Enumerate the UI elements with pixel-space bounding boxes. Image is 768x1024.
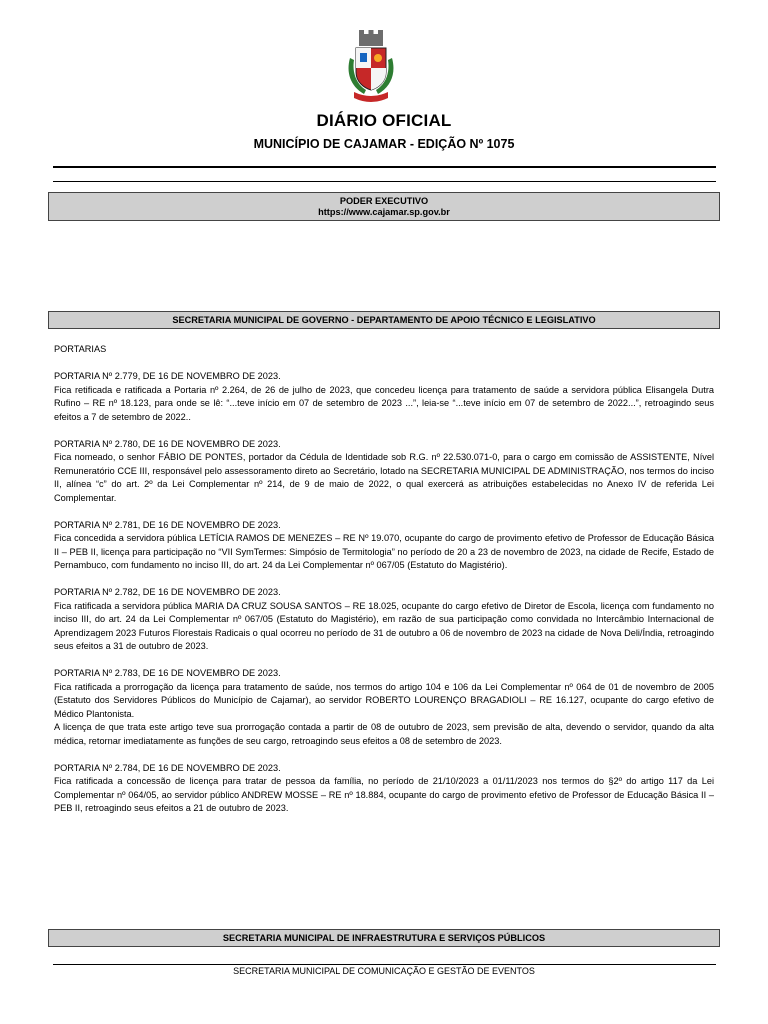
portaria-2781 (54, 519, 714, 573)
section-header-infraestrutura: SECRETARIA MUNICIPAL DE INFRAESTRUTURA E SERVIÇOS PÚBLICOS (48, 929, 720, 947)
portaria-title: PORTARIA Nº 2.783, DE 16 DE NOVEMBRO DE 2023. (54, 668, 281, 678)
power-banner (48, 192, 720, 221)
footer-text: SECRETARIA MUNICIPAL DE COMUNICAÇÃO E GESTÃO DE EVENTOS (233, 966, 535, 976)
page-title: DIÁRIO OFICIAL (316, 111, 452, 130)
portaria-title: PORTARIA Nº 2.781, DE 16 DE NOVEMBRO DE 2023. (54, 519, 281, 530)
portaria-2782 (54, 586, 714, 654)
portarias-content (54, 343, 714, 829)
portaria-2779 (54, 370, 714, 424)
divider (53, 181, 716, 182)
portaria-text: Fica nomeado, o senhor FÁBIO DE PONTES, portador da Cédula de Identidade sob R.G. nº 22.530.071-0, para o cargo em comissão de ASSISTENTE, Nível Remuneratório CCE III, responsável pelo assessoramento direto ao Secretário, lotado na SECRETARIA MUNICIPAL DE ADMINISTRAÇÃO, nos termos do inciso II, alínea “c” do art. 2º da Lei Complementar nº 214, de 9 de maio de 2022, o qual exercerá as atribuições estabelecidas no Anexo IV de referida Lei Complementar. (54, 452, 714, 503)
portaria-title: PORTARIA Nº 2.779, DE 16 DE NOVEMBRO DE 2023. (54, 371, 281, 381)
portaria-2780 (54, 438, 714, 506)
portaria-title: PORTARIA Nº 2.784, DE 16 DE NOVEMBRO DE 2023. (54, 762, 281, 773)
website-link[interactable]: https://www.cajamar.sp.gov.br (318, 207, 450, 217)
portaria-text: Fica concedida a servidora pública LETÍCIA RAMOS DE MENEZES – RE Nº 19.070, ocupante do cargo de provimento efetivo de Professor de Educação Básica II – PEB II, licença para participação no “VII SymTermes: Simpósio de Termitologia” no período de 20 a 23 de novembro de 2023, na cidade de Recife, Estado de Pernambuco, com fundamento no inciso III, do art. 24 da Lei Complementar nº 067/05 (Estatuto do Magistério). (54, 533, 714, 570)
power-label: PODER EXECUTIVO (339, 196, 429, 206)
divider (53, 166, 716, 168)
edition-subtitle: MUNICÍPIO DE CAJAMAR - EDIÇÃO Nº 1075 (253, 137, 515, 151)
portarias-heading: PORTARIAS (54, 344, 107, 354)
portaria-2784 (54, 762, 714, 816)
divider (53, 964, 716, 965)
portaria-title: PORTARIA Nº 2.780, DE 16 DE NOVEMBRO DE 2023. (54, 438, 281, 449)
section-header-governo: SECRETARIA MUNICIPAL DE GOVERNO - DEPARTAMENTO DE APOIO TÉCNICO E LEGISLATIVO (48, 311, 720, 329)
portaria-text: Fica ratificada a prorrogação da licença para tratamento de saúde, nos termos do artigo 104 e 106 da Lei Complementar nº 064 de 01 de novembro de 2005 (Estatuto dos Servidores Públicos do Município de Cajamar), ao servidor ROBERTO LOURENÇO BRAGADIOLI – RE 16.127, ocupante do cargo efetivo de Médico Plantonista. (54, 681, 714, 719)
portaria-text: Fica ratificada a concessão de licença para tratar de pessoa da família, no período de 21/10/2023 a 01/11/2023 nos termos do §2º do artigo 117 da Lei Complementar nº 064/05, ao servidor público ANDREW MOSSE – RE nº 18.884, ocupante do cargo de provimento efetivo de Professor de Educação Básica II – PEB II, retroagindo seus efeitos a 21 de outubro de 2023. (54, 776, 714, 813)
portaria-text: Fica retificada e ratificada a Portaria nº 2.264, de 26 de julho de 2023, que concedeu licença para tratamento de saúde a servidora pública Elisangela Dutra Rufino – RE nº 18.123, para onde se lê: “...teve início em 07 de setembro de 2023 ...”, leia-se “...teve início em 07 de setembro de 2022...”, retroagindo seus efeitos a 7 de setembro de 2022.. (54, 384, 714, 422)
municipal-coat-of-arms-icon (344, 28, 398, 104)
portaria-2783 (54, 667, 714, 748)
portaria-text: A licença de que trata este artigo teve sua prorrogação contada a partir de 08 de outubro de 2023, sem previsão de alta, devendo o servidor, quando da alta médica, retornar imediatamente as funções de seu cargo, retroagindo seus efeitos a 08 de setembro de 2023. (54, 722, 714, 746)
portaria-text: Fica ratificada a servidora pública MARIA DA CRUZ SOUSA SANTOS – RE 18.025, ocupante do cargo efetivo de Diretor de Escola, licença com fundamento no inciso III, do art. 24 da Lei Complementar nº 067/05 (Estatuto do Magistério), em razão de sua participação como convidada no Intercâmbio Internacional de Aprendizagem 2023 Futuros Florestais Radicais o qual ocorreu no período de 31 de outubro a 06 de novembro de 2023 na cidade de Nova Deli/Índia, retroagindo seus efeitos a 31 de outubro de 2023. (54, 600, 714, 651)
portaria-title: PORTARIA Nº 2.782, DE 16 DE NOVEMBRO DE 2023. (54, 587, 281, 597)
